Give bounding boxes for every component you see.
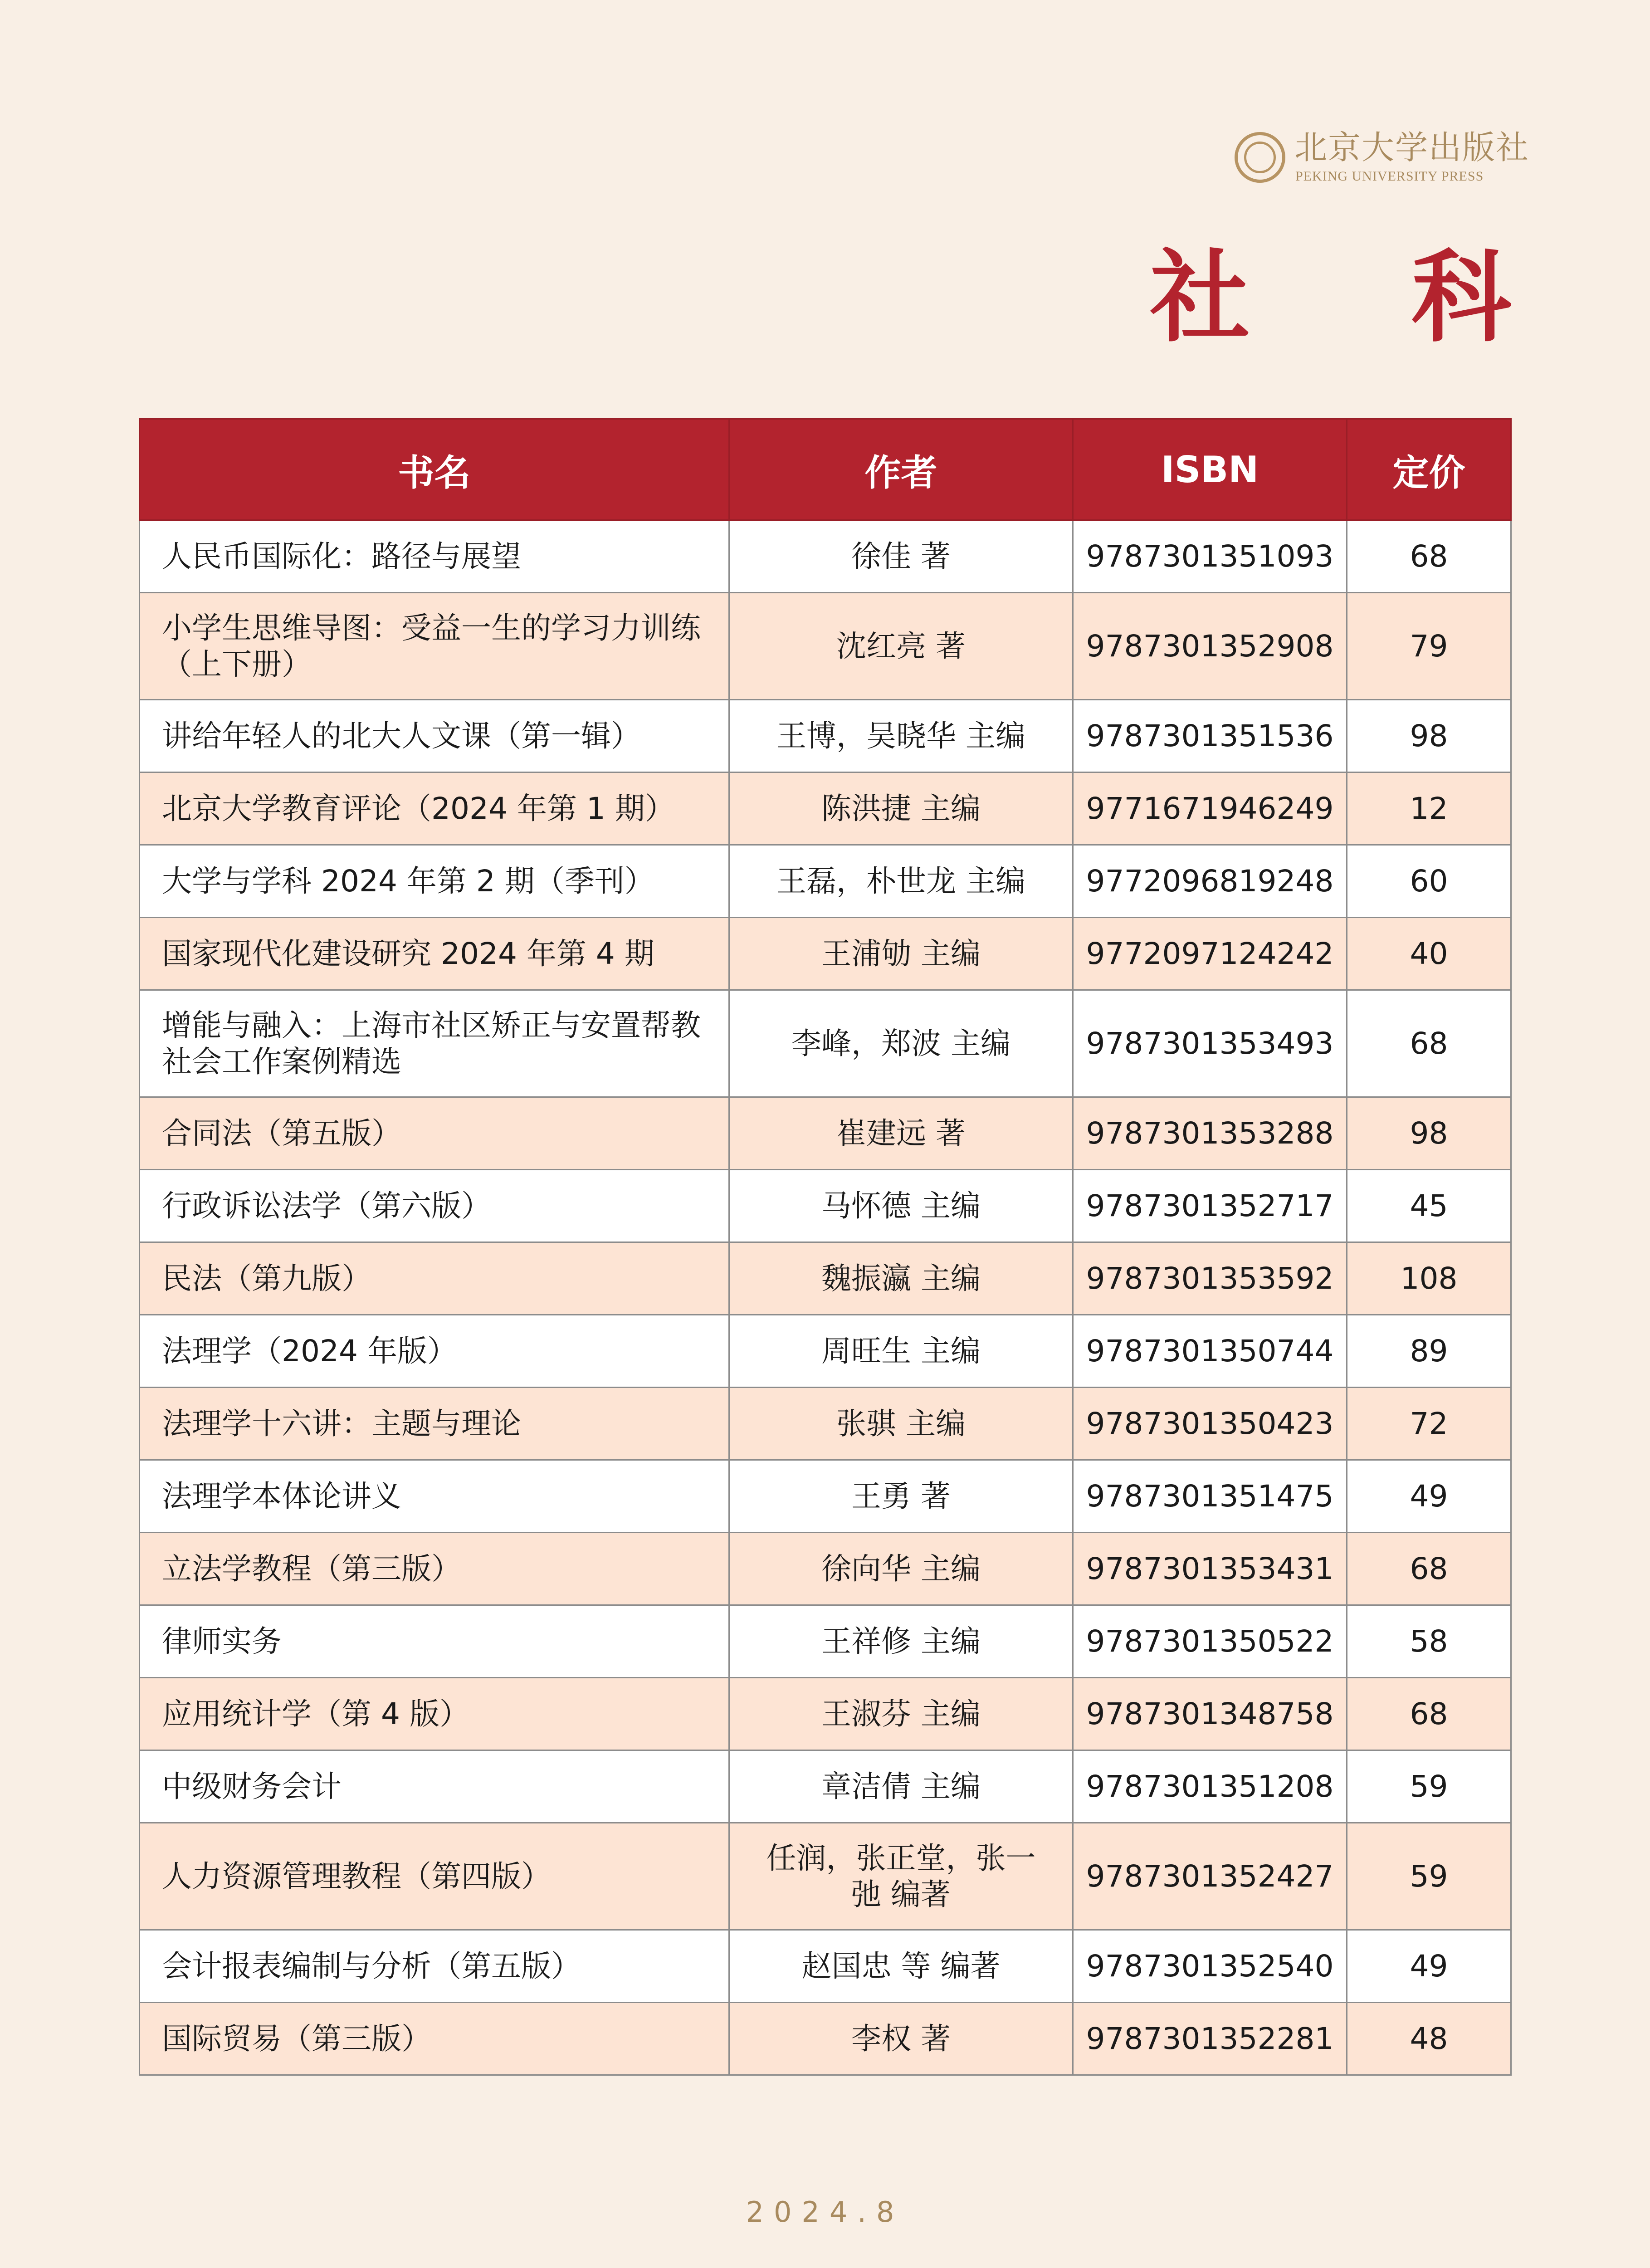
book-price-cell: 98 (1347, 1097, 1511, 1170)
book-price-cell: 72 (1347, 1388, 1511, 1460)
book-title-cell: 合同法（第五版） (140, 1097, 729, 1170)
book-author-cell: 李权 著 (729, 2003, 1073, 2075)
book-isbn-cell: 9787301353431 (1073, 1533, 1347, 1605)
book-price-cell: 59 (1347, 1823, 1511, 1930)
book-isbn-cell: 9787301350522 (1073, 1605, 1347, 1678)
book-price-cell: 40 (1347, 918, 1511, 990)
table-row (140, 1605, 1511, 1678)
book-isbn-cell: 9787301353493 (1073, 990, 1347, 1097)
book-isbn-cell: 9787301353592 (1073, 1242, 1347, 1315)
section-title: 社 科 (1150, 238, 1575, 356)
book-title-cell: 小学生思维导图：受益一生的学习力训练（上下册） (140, 593, 729, 700)
book-isbn-cell: 9787301351093 (1073, 520, 1347, 593)
table-row (140, 1242, 1511, 1315)
book-title-cell: 律师实务 (140, 1605, 729, 1678)
book-price-cell: 48 (1347, 2003, 1511, 2075)
column-header-author: 作者 (729, 419, 1073, 520)
table-row (140, 1097, 1511, 1170)
book-author-cell: 陈洪捷 主编 (729, 772, 1073, 845)
book-title-cell: 国际贸易（第三版） (140, 2003, 729, 2075)
book-price-cell: 59 (1347, 1750, 1511, 1823)
publisher-name-en: PEKING UNIVERSITY PRESS (1295, 169, 1484, 184)
book-isbn-cell: 9787301352427 (1073, 1823, 1347, 1930)
book-price-cell: 68 (1347, 1678, 1511, 1750)
book-title-cell: 会计报表编制与分析（第五版） (140, 1930, 729, 2003)
book-author-cell: 王博，吴晓华 主编 (729, 700, 1073, 772)
book-title-cell: 法理学（2024 年版） (140, 1315, 729, 1388)
table-row (140, 520, 1511, 593)
book-isbn-cell: 9787301351536 (1073, 700, 1347, 772)
book-isbn-cell: 9787301352717 (1073, 1170, 1347, 1242)
book-author-cell: 魏振瀛 主编 (729, 1242, 1073, 1315)
book-isbn-cell: 9787301351208 (1073, 1750, 1347, 1823)
book-title-cell: 人力资源管理教程（第四版） (140, 1823, 729, 1930)
book-author-cell: 王磊，朴世龙 主编 (729, 845, 1073, 918)
book-price-cell: 12 (1347, 772, 1511, 845)
table-row (140, 2003, 1511, 2075)
book-author-cell: 王祥修 主编 (729, 1605, 1073, 1678)
book-author-cell: 章洁倩 主编 (729, 1750, 1073, 1823)
book-title-cell: 法理学十六讲：主题与理论 (140, 1388, 729, 1460)
book-title-cell: 讲给年轻人的北大人文课（第一辑） (140, 700, 729, 772)
book-author-cell: 王勇 著 (729, 1460, 1073, 1533)
book-title-cell: 应用统计学（第 4 版） (140, 1678, 729, 1750)
book-price-cell: 49 (1347, 1930, 1511, 2003)
book-isbn-cell: 9787301350423 (1073, 1388, 1347, 1460)
footer-date: 2024.8 (746, 2195, 904, 2229)
table-row (140, 990, 1511, 1097)
book-author-cell: 任润，张正堂，张一弛 编著 (729, 1823, 1073, 1930)
book-title-cell: 立法学教程（第三版） (140, 1533, 729, 1605)
book-title-cell: 增能与融入：上海市社区矫正与安置帮教社会工作案例精选 (140, 990, 729, 1097)
book-title-cell: 人民币国际化：路径与展望 (140, 520, 729, 593)
table-row (140, 1388, 1511, 1460)
table-row (140, 918, 1511, 990)
book-author-cell: 王浦劬 主编 (729, 918, 1073, 990)
book-author-cell: 马怀德 主编 (729, 1170, 1073, 1242)
table-row (140, 845, 1511, 918)
column-header-price: 定价 (1347, 419, 1511, 520)
book-price-cell: 68 (1347, 1533, 1511, 1605)
table-row (140, 700, 1511, 772)
book-isbn-cell: 9772097124242 (1073, 918, 1347, 990)
book-isbn-cell: 9787301351475 (1073, 1460, 1347, 1533)
book-price-cell: 68 (1347, 990, 1511, 1097)
book-author-cell: 王淑芬 主编 (729, 1678, 1073, 1750)
book-title-cell: 大学与学科 2024 年第 2 期（季刊） (140, 845, 729, 918)
book-isbn-cell: 9787301350744 (1073, 1315, 1347, 1388)
book-price-cell: 79 (1347, 593, 1511, 700)
book-title-cell: 行政诉讼法学（第六版） (140, 1170, 729, 1242)
book-isbn-cell: 9772096819248 (1073, 845, 1347, 918)
table-row (140, 1533, 1511, 1605)
publisher-logo (1235, 128, 1530, 188)
book-price-cell: 49 (1347, 1460, 1511, 1533)
book-isbn-cell: 9787301352908 (1073, 593, 1347, 700)
book-title-cell: 法理学本体论讲义 (140, 1460, 729, 1533)
publisher-name-cn: 北京大学出版社 (1294, 128, 1530, 166)
book-price-cell: 45 (1347, 1170, 1511, 1242)
table-row (140, 593, 1511, 700)
table-row (140, 1750, 1511, 1823)
book-price-cell: 68 (1347, 520, 1511, 593)
book-author-cell: 张骐 主编 (729, 1388, 1073, 1460)
pku-seal-icon (1235, 132, 1285, 183)
book-isbn-cell: 9787301353288 (1073, 1097, 1347, 1170)
table-row (140, 1823, 1511, 1930)
book-author-cell: 赵国忠 等 编著 (729, 1930, 1073, 2003)
book-title-cell: 北京大学教育评论（2024 年第 1 期） (140, 772, 729, 845)
book-title-cell: 民法（第九版） (140, 1242, 729, 1315)
book-isbn-cell: 9787301348758 (1073, 1678, 1347, 1750)
book-author-cell: 崔建远 著 (729, 1097, 1073, 1170)
book-author-cell: 周旺生 主编 (729, 1315, 1073, 1388)
book-isbn-cell: 9787301352540 (1073, 1930, 1347, 2003)
table-row (140, 1170, 1511, 1242)
book-rows (140, 520, 1511, 2075)
column-header-isbn: ISBN (1073, 419, 1347, 520)
book-isbn-cell: 9787301352281 (1073, 2003, 1347, 2075)
table-row (140, 1460, 1511, 1533)
table-row (140, 1678, 1511, 1750)
column-header-title: 书名 (140, 419, 729, 520)
book-price-cell: 60 (1347, 845, 1511, 918)
table-row (140, 1930, 1511, 2003)
book-price-cell: 108 (1347, 1242, 1511, 1315)
book-price-cell: 89 (1347, 1315, 1511, 1388)
book-author-cell: 李峰，郑波 主编 (729, 990, 1073, 1097)
book-isbn-cell: 9771671946249 (1073, 772, 1347, 845)
book-author-cell: 徐向华 主编 (729, 1533, 1073, 1605)
book-author-cell: 沈红亮 著 (729, 593, 1073, 700)
book-price-cell: 98 (1347, 700, 1511, 772)
book-title-cell: 国家现代化建设研究 2024 年第 4 期 (140, 918, 729, 990)
table-header-row (140, 419, 1511, 520)
book-title-cell: 中级财务会计 (140, 1750, 729, 1823)
book-table (139, 418, 1512, 2076)
table-row (140, 1315, 1511, 1388)
book-price-cell: 58 (1347, 1605, 1511, 1678)
table-row (140, 772, 1511, 845)
book-author-cell: 徐佳 著 (729, 520, 1073, 593)
